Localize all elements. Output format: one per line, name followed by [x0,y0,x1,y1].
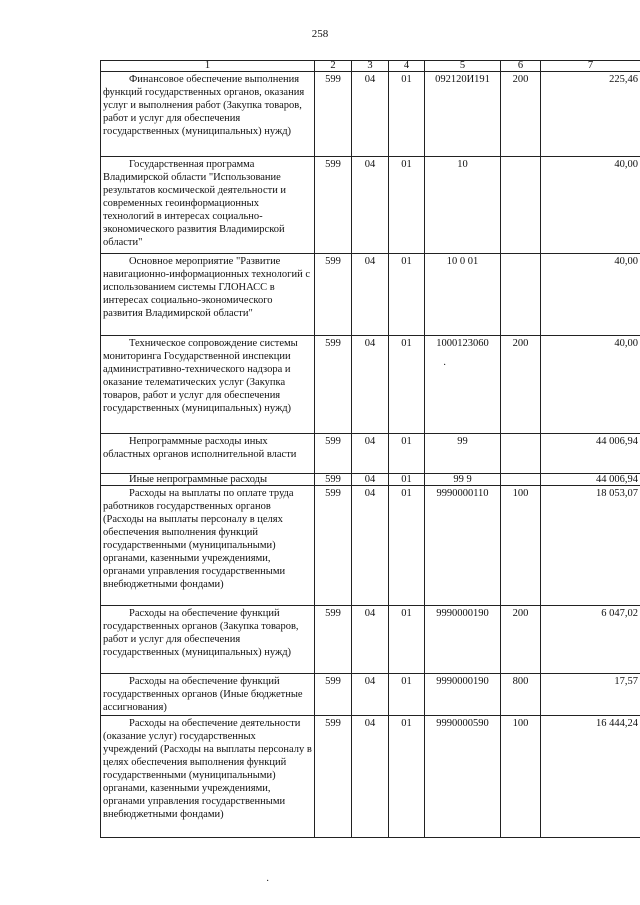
subsection-code: 01 [389,254,425,336]
expense-type-code: 100 [501,716,541,838]
table-row [101,254,640,336]
amount: 40,00 [541,157,640,254]
page-number: 258 [311,28,329,40]
stray-dot-mark: · [443,360,447,371]
table-row [101,486,640,606]
header-row [101,61,640,72]
target-article-code: 10 0 01 [425,254,501,336]
target-article-code: 99 9 [425,474,501,486]
header-col-6: 6 [501,61,541,72]
expense-name: Расходы на обеспечение деятельности (оказание услуг) государственных учреждений (Расходы на выплаты персоналу в целях обеспечения выполнения функций государственными (муниципальными) органами, казенными учреждениями, органами управления государственными внебюджетными фондами) [101,716,315,838]
expense-type-code: 200 [501,606,541,674]
expense-type-code: 100 [501,486,541,606]
amount: 16 444,24 [541,716,640,838]
expense-name: Непрограммные расходы иных областных органов исполнительной власти [101,434,315,474]
ministry-code: 599 [315,606,352,674]
section-code: 04 [352,434,389,474]
amount: 18 053,07 [541,486,640,606]
expense-type-code: 200 [501,72,541,157]
ministry-code: 599 [315,157,352,254]
amount: 40,00 [541,336,640,434]
target-article-code: 99 [425,434,501,474]
table-row [101,716,640,838]
subsection-code: 01 [389,336,425,434]
subsection-code: 01 [389,434,425,474]
expense-type-code: 200 [501,336,541,434]
expense-name: Расходы на обеспечение функций государственных органов (Закупка товаров, работ и услуг для обеспечения государственных (муниципальных) нужд) [101,606,315,674]
ministry-code: 599 [315,486,352,606]
ministry-code: 599 [315,474,352,486]
subsection-code: 01 [389,674,425,716]
table-row [101,72,640,157]
budget-table [100,60,640,838]
amount: 6 047,02 [541,606,640,674]
expense-name: Финансовое обеспечение выполнения функций государственных органов, оказания услуг и выполнения работ (Закупка товаров, работ и услуг для обеспечения государственных (муниципальных) нужд) [101,72,315,157]
section-code: 04 [352,254,389,336]
target-article-code: 9990000190 [425,674,501,716]
table-row [101,434,640,474]
expense-name: Государственная программа Владимирской области "Использование результатов космической деятельности и современных геоинформационных технологий в интересах социально-экономического развития Владимирской области" [101,157,315,254]
expense-name: Расходы на выплаты по оплате труда работников государственных органов (Расходы на выплаты персоналу в целях обеспечения выполнения функций государственными (муниципальными) органами, казенными учреждениями, органами управления государственными внебюджетными фондами) [101,486,315,606]
ministry-code: 599 [315,434,352,474]
header-col-2: 2 [315,61,352,72]
section-code: 04 [352,486,389,606]
expense-name: Расходы на обеспечение функций государственных органов (Иные бюджетные ассигнования) [101,674,315,716]
ministry-code: 599 [315,336,352,434]
expense-name: Иные непрограммные расходы [101,474,315,486]
header-col-5: 5 [425,61,501,72]
table-row [101,674,640,716]
subsection-code: 01 [389,72,425,157]
table-row [101,336,640,434]
target-article-code: 9990000590 [425,716,501,838]
ministry-code: 599 [315,72,352,157]
expense-name: Техническое сопровождение системы мониторинга Государственной инспекции административно-технического надзора и оказание телематических услуг (Закупка товаров, работ и услуг для обеспечения государственных (муниципальных) нужд) [101,336,315,434]
section-code: 04 [352,72,389,157]
subsection-code: 01 [389,606,425,674]
section-code: 04 [352,157,389,254]
table-row [101,157,640,254]
stray-dot-mark: · [266,876,270,887]
ministry-code: 599 [315,674,352,716]
expense-type-code [501,434,541,474]
header-col-4: 4 [389,61,425,72]
table-row [101,474,640,486]
table-row [101,606,640,674]
section-code: 04 [352,606,389,674]
section-code: 04 [352,674,389,716]
expense-type-code [501,254,541,336]
target-article-code: 10 [425,157,501,254]
amount: 44 006,94 [541,434,640,474]
target-article-code: 092120И191 [425,72,501,157]
ministry-code: 599 [315,716,352,838]
header-col-7: 7 [541,61,640,72]
header-col-3: 3 [352,61,389,72]
section-code: 04 [352,716,389,838]
expense-type-code [501,474,541,486]
target-article-code: 9990000190 [425,606,501,674]
target-article-code: 1000123060 [425,336,501,434]
amount: 17,57 [541,674,640,716]
subsection-code: 01 [389,474,425,486]
section-code: 04 [352,474,389,486]
expense-type-code: 800 [501,674,541,716]
amount: 225,46 [541,72,640,157]
expense-name: Основное мероприятие "Развитие навигационно-информационных технологий с использованием системы ГЛОНАСС в интересах социально-экономического развития Владимирской области" [101,254,315,336]
expense-type-code [501,157,541,254]
ministry-code: 599 [315,254,352,336]
subsection-code: 01 [389,486,425,606]
section-code: 04 [352,336,389,434]
header-col-1: 1 [101,61,315,72]
amount: 44 006,94 [541,474,640,486]
subsection-code: 01 [389,157,425,254]
target-article-code: 9990000110 [425,486,501,606]
amount: 40,00 [541,254,640,336]
subsection-code: 01 [389,716,425,838]
